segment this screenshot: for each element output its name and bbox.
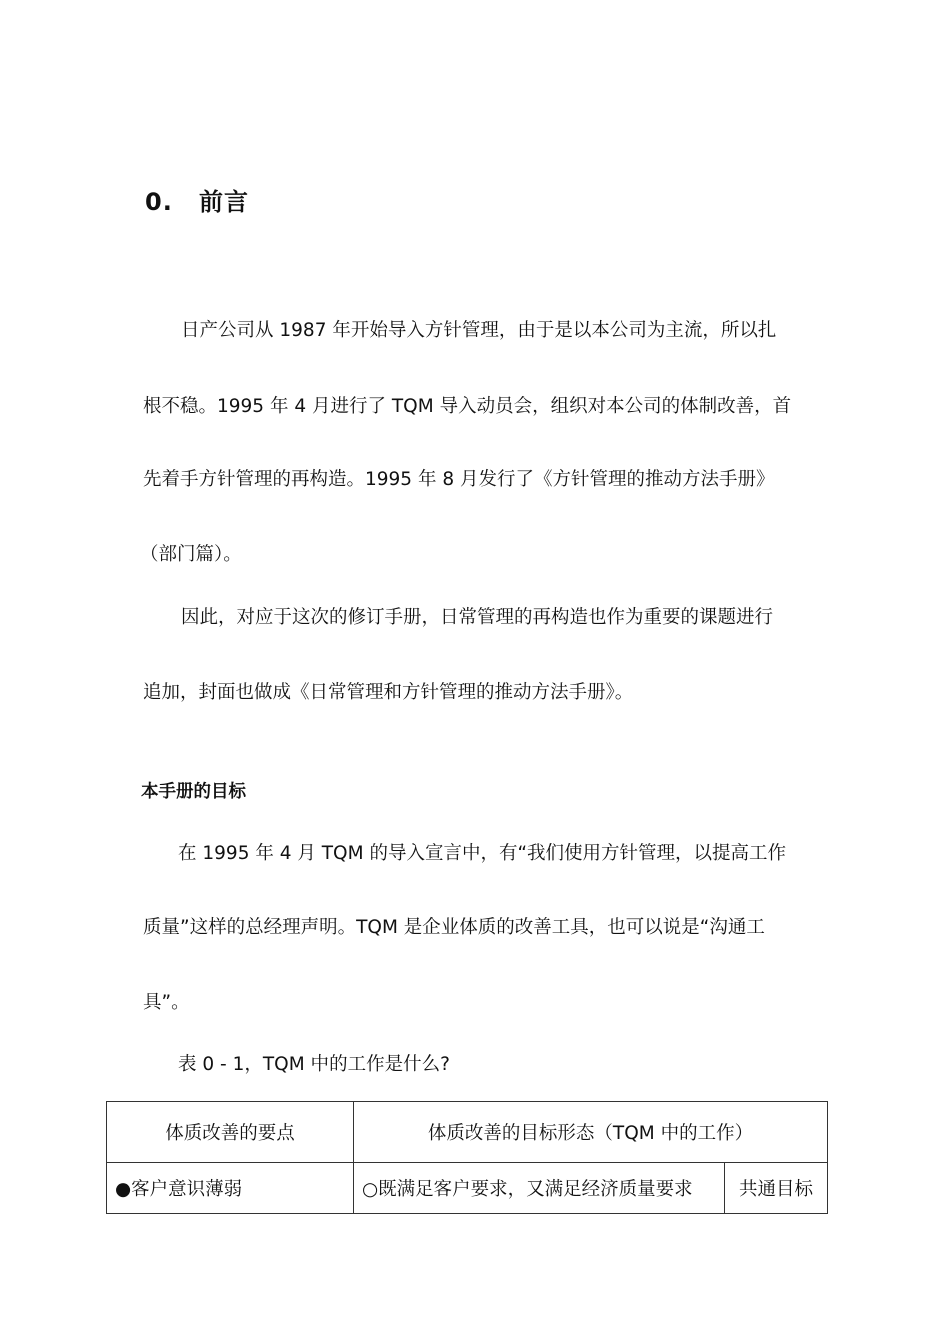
paragraph-line: 在 1995 年 4 月 TQM 的导入宣言中，有“我们使用方针管理，以提高工作	[178, 843, 787, 864]
table-row	[107, 1163, 828, 1214]
section-number: 0.	[145, 188, 173, 216]
table-cell: 共通目标	[725, 1163, 828, 1214]
paragraph-line: 质量”这样的总经理声明。TQM 是企业体质的改善工具，也可以说是“沟通工	[143, 917, 765, 938]
paragraph-line: 日产公司从 1987 年开始导入方针管理，由于是以本公司为主流，所以扎	[181, 320, 777, 341]
paragraph-line: （部门篇）。	[140, 544, 242, 565]
paragraph-line: 追加，封面也做成《日常管理和方针管理的推动方法手册》。	[143, 682, 634, 703]
subsection-heading: 本手册的目标	[141, 782, 246, 802]
table-header-row	[107, 1102, 828, 1163]
section-title: 前言	[199, 188, 249, 216]
table-cell: ○既满足客户要求，又满足经济质量要求	[354, 1163, 725, 1214]
section-heading	[145, 182, 249, 217]
table-header-cell: 体质改善的要点	[107, 1102, 354, 1163]
paragraph-line: 根不稳。1995 年 4 月进行了 TQM 导入动员会，组织对本公司的体制改善，首	[143, 396, 792, 417]
paragraph-line: 因此，对应于这次的修订手册，日常管理的再构造也作为重要的课题进行	[181, 607, 774, 628]
paragraph-line: 具”。	[143, 992, 190, 1013]
table-header-cell: 体质改善的目标形态（TQM 中的工作）	[354, 1102, 828, 1163]
table-caption: 表 0 - 1，TQM 中的工作是什么?	[178, 1054, 450, 1075]
table-cell: ●客户意识薄弱	[107, 1163, 354, 1214]
paragraph-line: 先着手方针管理的再构造。1995 年 8 月发行了《方针管理的推动方法手册》	[143, 469, 775, 490]
tqm-table	[106, 1101, 828, 1214]
